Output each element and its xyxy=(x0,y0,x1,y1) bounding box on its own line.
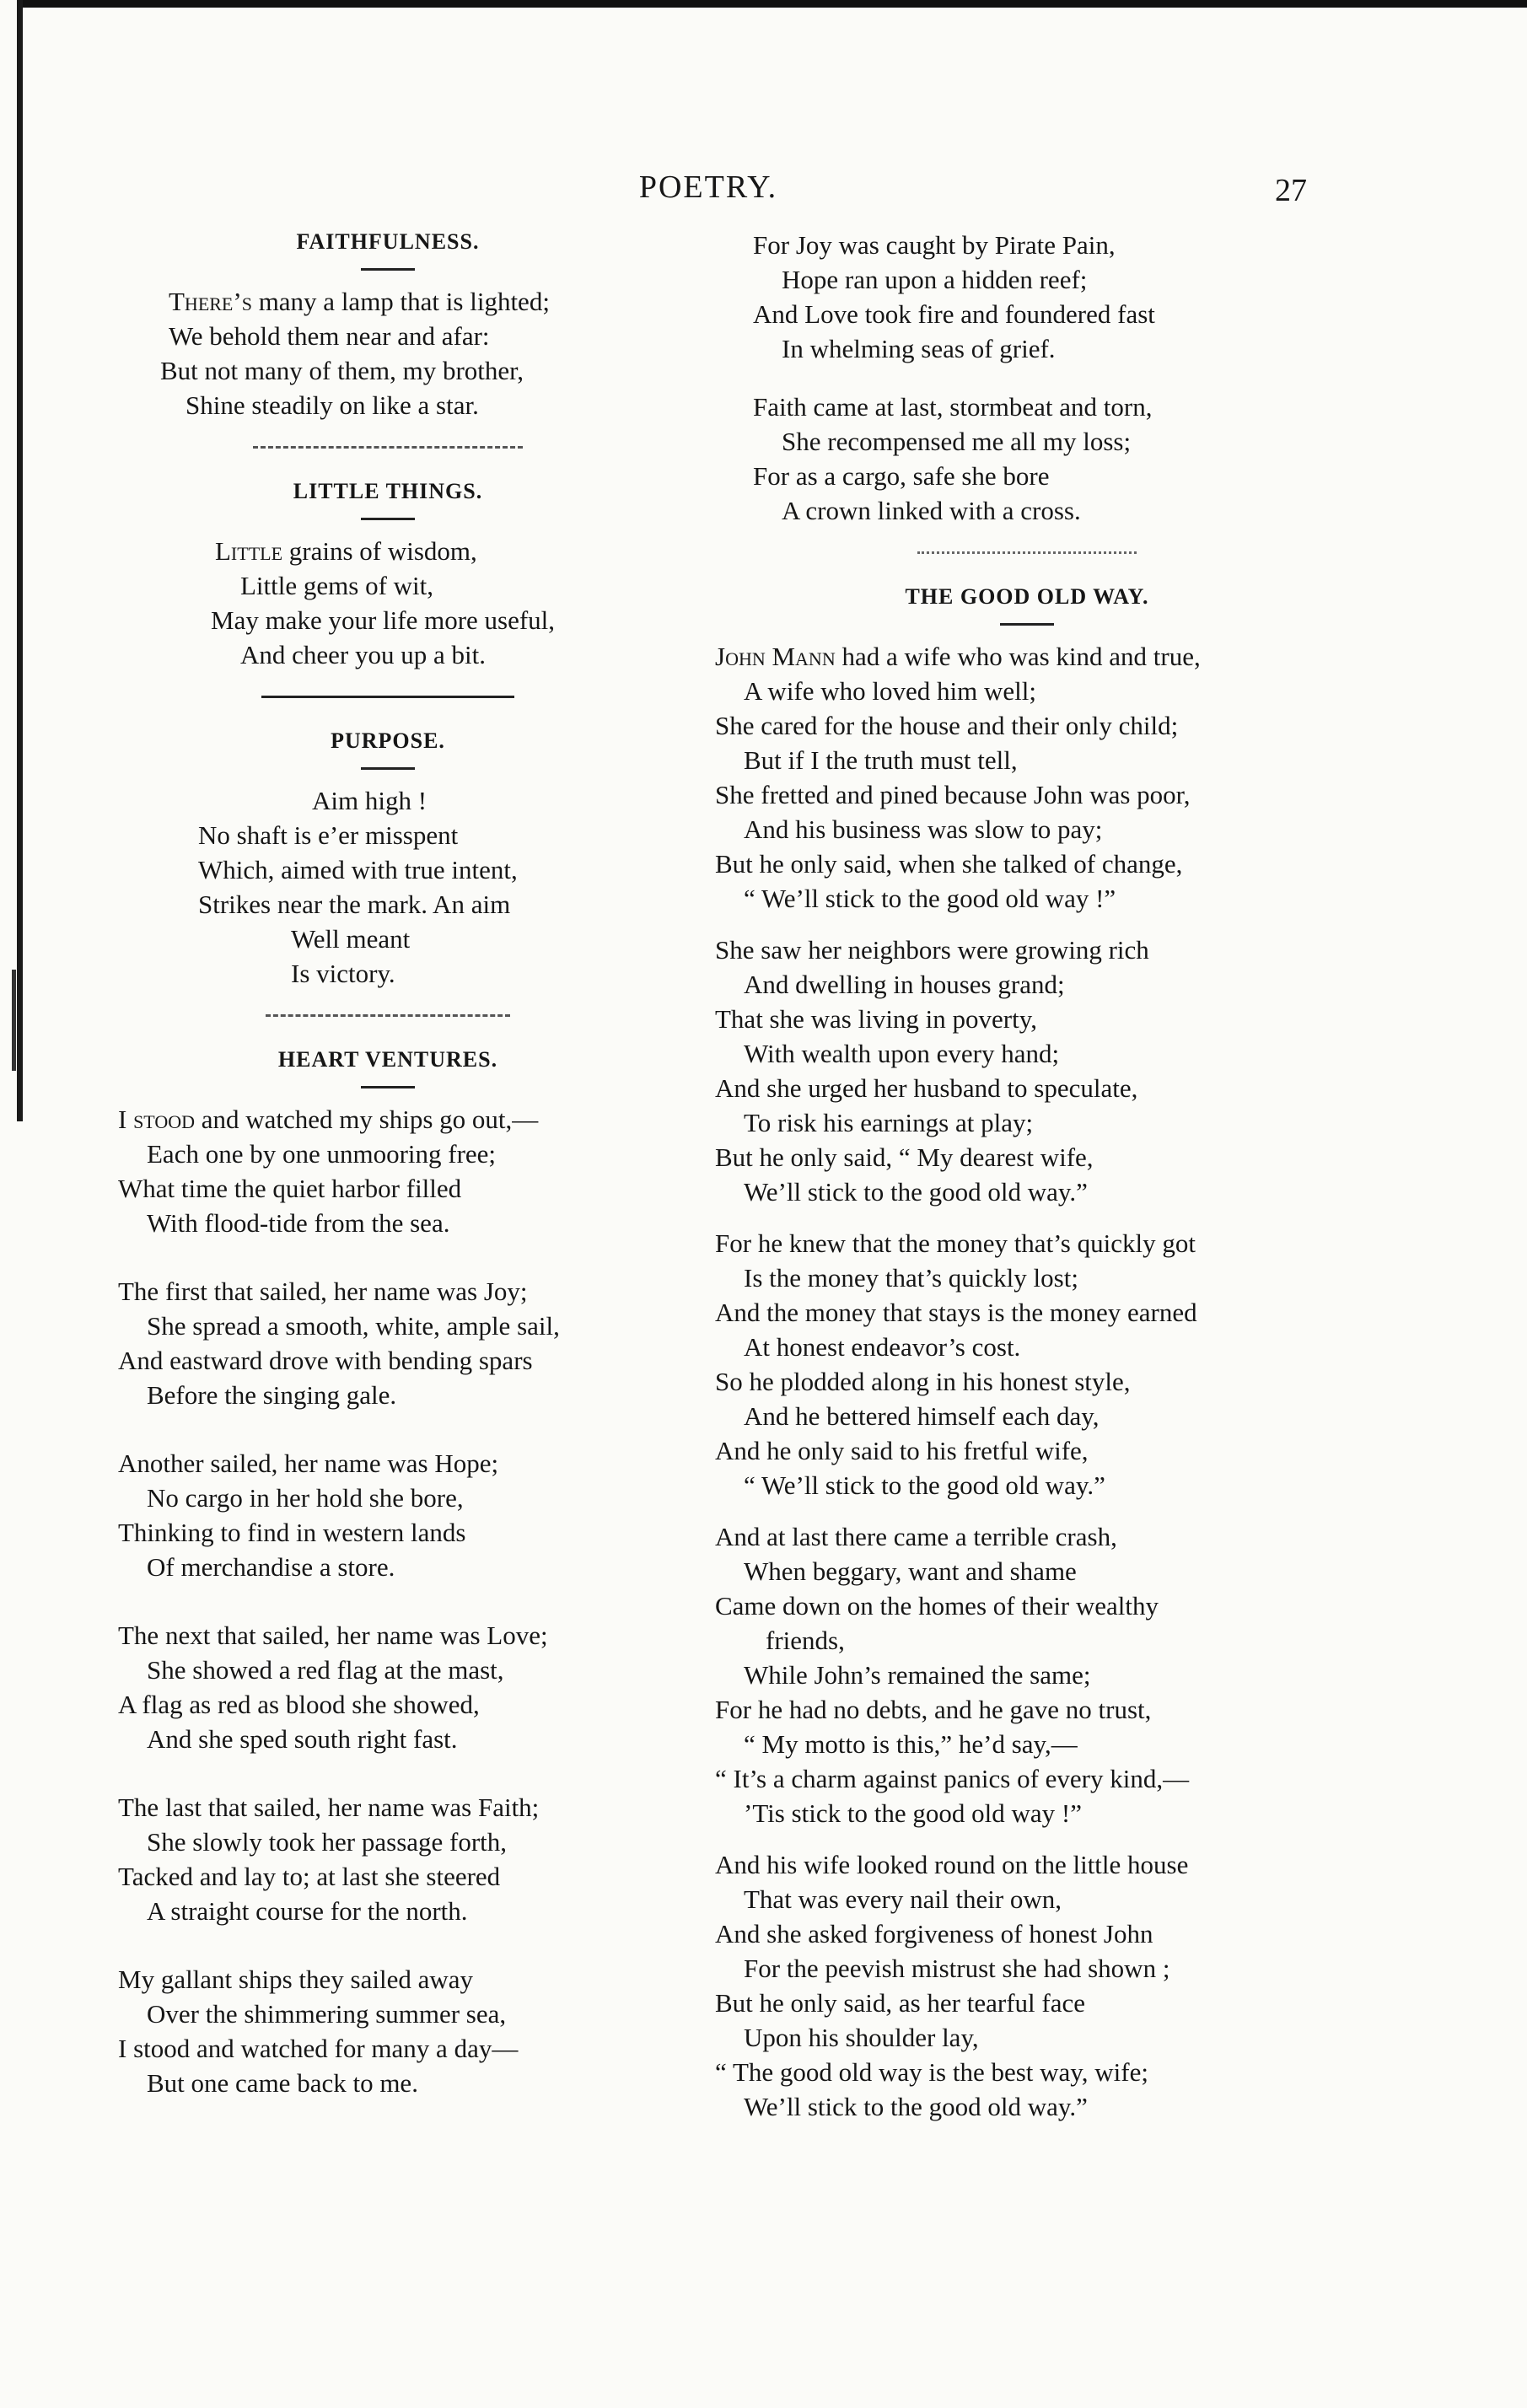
stanza xyxy=(715,1226,1339,1502)
poem-line: We’ll stick to the good old way.” xyxy=(744,2092,1088,2121)
poem-line: Faith came at last, stormbeat and torn, xyxy=(753,392,1153,422)
poem-line: A flag as red as blood she showed, xyxy=(118,1690,480,1719)
poem-line: “ We’ll stick to the good old way.” xyxy=(744,1470,1105,1500)
title-rule xyxy=(361,767,415,770)
page-number: 27 xyxy=(1275,173,1307,208)
poem-line: She spread a smooth, white, ample sail, xyxy=(147,1311,560,1341)
page-header xyxy=(0,169,1527,219)
section-divider xyxy=(253,446,523,449)
poem-line: Hope ran upon a hidden reef; xyxy=(782,265,1088,294)
poem-line: The next that sailed, her name was Love; xyxy=(118,1621,548,1650)
poem-line: Is victory. xyxy=(291,959,395,988)
line-rest: many a lamp that is lighted; xyxy=(251,287,550,316)
poem-line: But one came back to me. xyxy=(147,2068,418,2098)
poem-line: She cared for the house and their only child; xyxy=(715,711,1179,740)
poem-heart-ventures xyxy=(118,1045,658,2100)
stanza xyxy=(118,1274,658,1412)
poem-line: “ We’ll stick to the good old way !” xyxy=(744,884,1116,913)
poem-line: We behold them near and afar: xyxy=(169,321,490,351)
poem-line: A crown linked with a cross. xyxy=(782,496,1081,525)
title-rule xyxy=(1000,623,1054,626)
poem-line: Is the money that’s quickly lost; xyxy=(744,1263,1078,1293)
poem-line: I stood and watched for many a day— xyxy=(118,2034,519,2063)
poem-line: The last that sailed, her name was Faith; xyxy=(118,1793,540,1822)
poem-line: But he only said, when she talked of change, xyxy=(715,849,1183,879)
poem-line: What time the quiet harbor filled xyxy=(118,1174,462,1203)
poem-line: And Love took fire and foundered fast xyxy=(753,299,1155,329)
stanza xyxy=(118,1790,658,1928)
stanza xyxy=(118,1618,658,1756)
poem-line: No cargo in her hold she bore, xyxy=(147,1483,464,1513)
poem-line: That she was living in poverty, xyxy=(715,1004,1037,1034)
poem-line: But he only said, as her tearful face xyxy=(715,1988,1085,2018)
poem-line: friends, xyxy=(766,1626,845,1655)
poem-line: The first that sailed, her name was Joy; xyxy=(118,1277,528,1306)
poem-line: Before the singing gale. xyxy=(147,1380,397,1410)
poem-line xyxy=(715,639,1339,674)
poem-line: And his wife looked round on the little house xyxy=(715,1850,1189,1879)
poem-line: And she sped south right fast. xyxy=(147,1724,458,1754)
line-rest: grains of wisdom, xyxy=(282,536,477,566)
line-rest: had a wife who was kind and true, xyxy=(835,642,1201,671)
poem-line: “ My motto is this,” he’d say,— xyxy=(744,1729,1078,1759)
stanza xyxy=(118,783,658,991)
poem-line: But not many of them, my brother, xyxy=(160,356,524,385)
poem-line: Aim high ! xyxy=(312,786,427,815)
poem-line: With wealth upon every hand; xyxy=(744,1039,1060,1068)
running-head: POETRY. xyxy=(638,169,778,205)
poem-title: THE GOOD OLD WAY. xyxy=(905,584,1149,609)
poem-line: We’ll stick to the good old way.” xyxy=(744,1177,1088,1207)
poem-line: For as a cargo, safe she bore xyxy=(753,461,1050,491)
poem-faithfulness xyxy=(118,228,658,422)
stanza xyxy=(118,1962,658,2100)
poem-line: That was every nail their own, xyxy=(744,1884,1062,1914)
poem-line: For the peevish mistrust she had shown ; xyxy=(744,1954,1170,1983)
poem-line: For he had no debts, and he gave no trust, xyxy=(715,1695,1152,1724)
poem-line: And he bettered himself each day, xyxy=(744,1401,1100,1431)
poem-line: A wife who loved him well; xyxy=(744,676,1036,706)
poem-line xyxy=(118,1102,658,1137)
title-rule xyxy=(361,268,415,271)
left-column xyxy=(118,228,658,2124)
poem-line: For Joy was caught by Pirate Pain, xyxy=(753,230,1116,260)
poem-line: For he knew that the money that’s quickly got xyxy=(715,1228,1196,1258)
poem-line: Over the shimmering summer sea, xyxy=(147,1999,507,2029)
poem-line: She fretted and pined because John was poor, xyxy=(715,780,1191,809)
poem-line: Upon his shoulder lay, xyxy=(744,2023,979,2052)
right-column xyxy=(715,228,1339,2141)
poem-line: ’Tis stick to the good old way !” xyxy=(744,1798,1082,1828)
poem-line: She recompensed me all my loss; xyxy=(782,427,1132,456)
poem-line: Shine steadily on like a star. xyxy=(185,390,479,420)
poem-line: No shaft is e’er misspent xyxy=(198,820,459,850)
poem-line: And eastward drove with bending spars xyxy=(118,1346,533,1375)
poem-line xyxy=(118,534,658,568)
top-border xyxy=(17,0,1527,8)
section-divider xyxy=(266,1014,510,1017)
stanza xyxy=(118,534,658,672)
poem-line: In whelming seas of grief. xyxy=(782,334,1056,363)
drop-word: There’s xyxy=(169,287,252,316)
poem-line: May make your life more useful, xyxy=(211,605,556,635)
stanza xyxy=(715,639,1339,916)
poem-line xyxy=(118,284,658,319)
poem-heart-ventures-continued xyxy=(715,228,1339,528)
poem-good-old-way xyxy=(715,583,1339,2124)
left-binding-mark xyxy=(12,970,16,1071)
drop-word: I stood xyxy=(118,1105,196,1134)
stanza xyxy=(753,228,1339,366)
poem-line: But if I the truth must tell, xyxy=(744,745,1018,775)
poem-line: And the money that stays is the money earned xyxy=(715,1298,1197,1327)
poem-line: So he plodded along in his honest style, xyxy=(715,1367,1131,1396)
poem-line: And dwelling in houses grand; xyxy=(744,970,1065,999)
poem-line: When beggary, want and shame xyxy=(744,1556,1077,1586)
stanza xyxy=(715,933,1339,1209)
poem-line: And cheer you up a bit. xyxy=(240,640,486,669)
poem-line: Of merchandise a store. xyxy=(147,1552,395,1582)
poem-title: FAITHFULNESS. xyxy=(296,229,480,254)
poem-line: “ It’s a charm against panics of every kind,— xyxy=(715,1764,1190,1793)
poem-title: PURPOSE. xyxy=(331,728,445,753)
stanza xyxy=(118,284,658,422)
poem-line: And at last there came a terrible crash, xyxy=(715,1522,1117,1551)
poem-line: “ The good old way is the best way, wife; xyxy=(715,2057,1148,2087)
poem-title: LITTLE THINGS. xyxy=(293,479,483,503)
poem-line: Thinking to find in western lands xyxy=(118,1518,466,1547)
poem-little-things xyxy=(118,477,658,672)
poem-line: Each one by one unmooring free; xyxy=(147,1139,497,1169)
poem-line: Came down on the homes of their wealthy xyxy=(715,1591,1159,1621)
line-rest: and watched my ships go out,— xyxy=(195,1105,539,1134)
poem-line: Well meant xyxy=(291,924,411,954)
poem-line: Tacked and lay to; at last she steered xyxy=(118,1862,501,1891)
drop-word: John Mann xyxy=(715,642,836,671)
poem-line: A straight course for the north. xyxy=(147,1896,468,1926)
stanza xyxy=(118,1102,658,1240)
poem-line: She showed a red flag at the mast, xyxy=(147,1655,504,1685)
section-divider xyxy=(917,551,1137,554)
poem-title: HEART VENTURES. xyxy=(277,1047,498,1072)
poem-line: At honest endeavor’s cost. xyxy=(744,1332,1021,1362)
poem-line: Strikes near the mark. An aim xyxy=(198,890,511,919)
poem-purpose xyxy=(118,727,658,991)
poem-line: To risk his earnings at play; xyxy=(744,1108,1034,1137)
poem-line: Little gems of wit, xyxy=(240,571,434,600)
poem-line: She saw her neighbors were growing rich xyxy=(715,935,1149,965)
poem-line: She slowly took her passage forth, xyxy=(147,1827,508,1857)
poem-line: And she urged her husband to speculate, xyxy=(715,1073,1138,1103)
poem-line: And she asked forgiveness of honest John xyxy=(715,1919,1153,1948)
poem-line: And he only said to his fretful wife, xyxy=(715,1436,1089,1465)
stanza xyxy=(715,1847,1339,2124)
poem-line: My gallant ships they sailed away xyxy=(118,1965,473,1994)
stanza xyxy=(118,1446,658,1584)
poem-line: While John’s remained the same; xyxy=(744,1660,1091,1690)
title-rule xyxy=(361,1086,415,1088)
stanza xyxy=(715,1519,1339,1830)
drop-word: Little xyxy=(215,536,283,566)
poem-line: Another sailed, her name was Hope; xyxy=(118,1449,499,1478)
stanza xyxy=(753,390,1339,528)
poem-line: And his business was slow to pay; xyxy=(744,814,1103,844)
title-rule xyxy=(361,518,415,520)
poem-line: With flood-tide from the sea. xyxy=(147,1208,450,1238)
poem-line: But he only said, “ My dearest wife, xyxy=(715,1142,1094,1172)
poem-line: Which, aimed with true intent, xyxy=(198,855,518,884)
section-divider xyxy=(261,696,514,698)
